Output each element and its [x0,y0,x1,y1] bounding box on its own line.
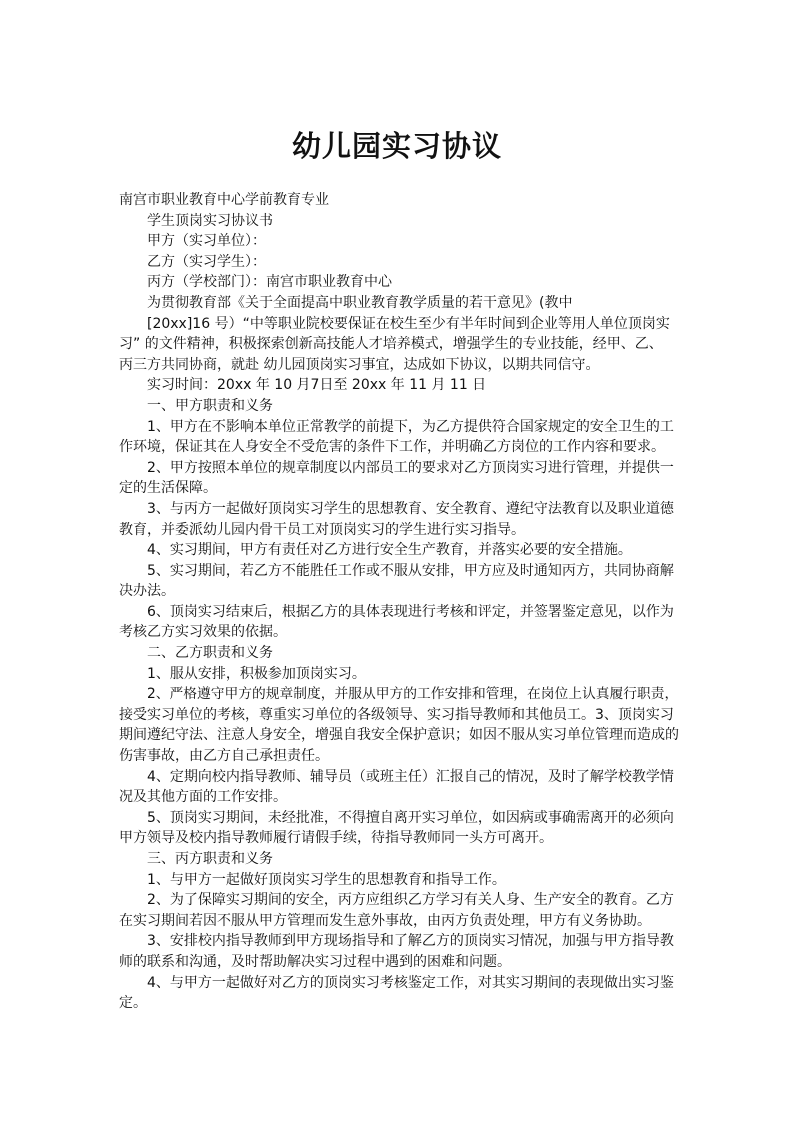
text-line: 为贯彻教育部《关于全面提高中职业教育教学质量的若干意见》(教中 [147,294,573,311]
text-line: 期间遵纪守法、注意人身安全，增强自我安全保护意识；如因不服从实习单位管理而造成的 [119,727,679,744]
text-line: 1、甲方在不影响本单位正常教学的前提下，为乙方提供符合国家规定的安全卫生的工 [147,418,674,435]
text-line: 考核乙方实习效果的依据。 [119,624,287,641]
text-line: 5、顶岗实习期间，未经批准，不得擅自离开实习单位，如因病或事确需离开的必须向 [147,809,674,826]
text-line: 4、实习期间，甲方有责任对乙方进行安全生产教育，并落实必要的安全措施。 [147,542,632,559]
text-line: [20xx]16 号）“中等职业院校要保证在校生至少有半年时间到企业等用人单位顶岗实 [147,315,670,332]
text-line: 3、安排校内指导教师到甲方现场指导和了解乙方的顶岗实习情况，加强与甲方指导教 [147,933,674,950]
text-line: 作环境，保证其在人身安全不受危害的条件下工作，并明确乙方岗位的工作内容和要求。 [119,439,665,456]
text-line: 4、定期向校内指导教师、辅导员（或班主任）汇报自己的情况，及时了解学校教学情 [147,768,674,785]
text-line: 5、实习期间，若乙方不能胜任工作或不服从安排，甲方应及时通知丙方，共同协商解 [147,562,674,579]
section-heading: 三、丙方职责和义务 [147,851,273,867]
text-line: 2、甲方按照本单位的规章制度以内部员工的要求对乙方顶岗实习进行管理，并提供一 [147,459,674,476]
section-heading: 二、乙方职责和义务 [147,645,273,662]
document-body [119,190,679,1014]
document-title: 幼儿园实习协议 [291,129,502,163]
text-line: 教育，并委派幼儿园内骨干员工对顶岗实习的学生进行实习指导。 [119,521,525,538]
text-line: 甲方领导及校内指导教师履行请假手续，待指导教师同一头方可离开。 [119,830,553,847]
text-line: 乙方（实习学生）： [147,253,266,270]
text-line: 师的联系和沟通，及时帮助解决实习过程中遇到的困难和问题。 [119,953,511,970]
text-line: 在实习期间若因不服从甲方管理而发生意外事故，由丙方负责处理，甲方有义务协助。 [119,912,651,929]
section-heading: 一、甲方职责和义务 [147,397,273,414]
text-line: 况及其他方面的工作安排。 [119,789,287,806]
text-line: 丙方（学校部门）：南宫市职业教育中心 [147,274,392,291]
text-line: 实习时间：20xx 年 10 月7日至 20xx 年 11 月 11 日 [147,377,487,394]
text-line: 4、与甲方一起做好对乙方的顶岗实习考核鉴定工作，对其实习期间的表现做出实习鉴 [147,974,674,991]
text-line: 甲方（实习单位）： [147,233,266,250]
text-line: 决办法。 [119,583,175,600]
text-line: 丙三方共同协商，就赴 幼儿园顶岗实习事宜，达成如下协议，以期共同信守。 [119,356,600,373]
text-line: 1、服从安排，积极参加顶岗实习。 [147,665,366,682]
text-line: 习” 的文件精神，积极探索创新高技能人才培养模式，增强学生的专业技能，经甲、乙、 [119,336,663,353]
text-line: 6、顶岗实习结束后，根据乙方的具体表现进行考核和评定，并签署鉴定意见，以作为 [147,603,674,620]
text-line: 定。 [119,995,147,1012]
text-line: 学生顶岗实习协议书 [147,212,273,229]
text-line: 定的生活保障。 [119,480,217,497]
text-line: 2、为了保障实习期间的安全，丙方应组织乙方学习有关人身、生产安全的教育。乙方 [147,892,674,909]
text-line: 2、严格遵守甲方的规章制度，并服从甲方的工作安排和管理，在岗位上认真履行职责， [147,686,679,703]
text-line: 3、与丙方一起做好顶岗实习学生的思想教育、安全教育、遵纪守法教育以及职业道德 [147,500,674,517]
text-line: 伤害事故，由乙方自己承担责任。 [119,748,329,765]
text-line: 1、与甲方一起做好顶岗实习学生的思想教育和指导工作。 [147,871,506,888]
text-line: 南宫市职业教育中心学前教育专业 [119,192,329,208]
text-line: 接受实习单位的考核，尊重实习单位的各级领导、实习指导教师和其他员工。3、顶岗实习 [119,706,674,723]
